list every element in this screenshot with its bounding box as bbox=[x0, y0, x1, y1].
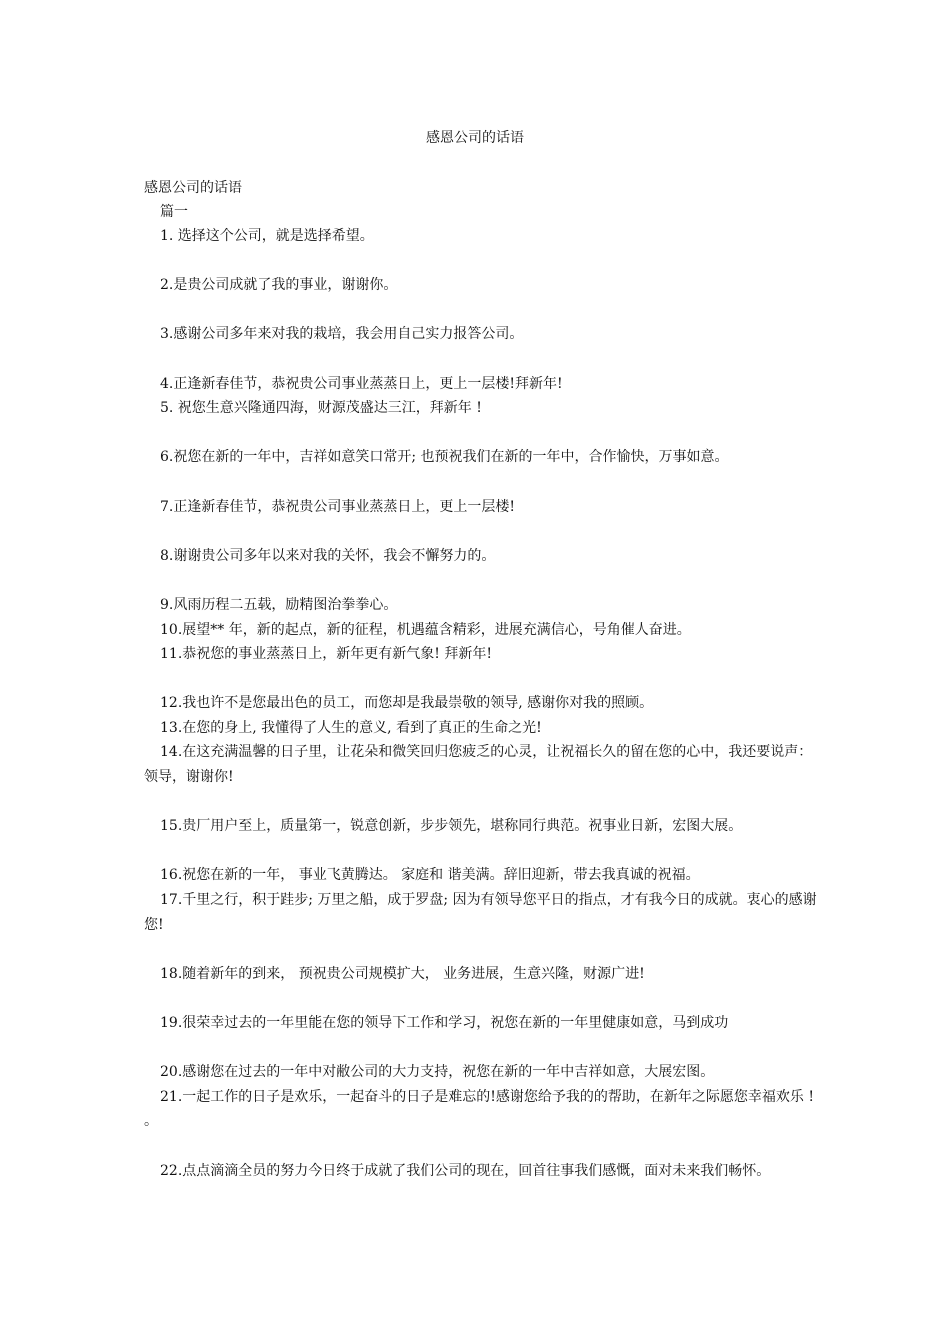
list-item: 22.点点滴滴全员的努力今日终于成就了我们公司的现在，回首往事我们感慨，面对未来我们畅怀。 bbox=[160, 1162, 771, 1179]
list-item: 17.千里之行，积于跬步; 万里之船，成于罗盘; 因为有领导您平日的指点，才有我今日的成就。衷心的感谢您! bbox=[144, 892, 817, 933]
list-item: 2.是贵公司成就了我的事业，谢谢你。 bbox=[160, 277, 398, 294]
body-heading: 感恩公司的话语 bbox=[144, 180, 242, 196]
list-item: 11.恭祝您的事业蒸蒸日上，新年更有新气象! 拜新年! bbox=[160, 646, 492, 663]
list-item: 10.展望** 年，新的起点，新的征程，机遇蕴含精彩，进展充满信心，号角催人奋进。 bbox=[160, 621, 691, 638]
list-item: 15.贵厂用户至上，质量第一，锐意创新，步步领先，堪称同行典范。祝事业日新，宏图大展。 bbox=[160, 818, 743, 835]
section-label: 篇一 bbox=[160, 204, 188, 220]
list-item: 20.感谢您在过去的一年中对敝公司的大力支持，祝您在新的一年中吉祥如意，大展宏图。 bbox=[160, 1064, 715, 1081]
list-item: 9.风雨历程二五载，励精图治拳拳心。 bbox=[160, 596, 398, 613]
list-item: 7.正逢新春佳节，恭祝贵公司事业蒸蒸日上，更上一层楼! bbox=[160, 498, 515, 515]
list-item: 6.祝您在新的一年中，吉祥如意笑口常开; 也预祝我们在新的一年中，合作愉快，万事如意。 bbox=[160, 449, 729, 466]
list-item: 16.祝您在新的一年， 事业飞黄腾达。 家庭和 谐美满。辞旧迎新，带去我真诚的祝福。 bbox=[160, 867, 700, 884]
list-item: 1. 选择这个公司，就是选择希望。 bbox=[160, 228, 374, 244]
list-item: 14.在这充满温馨的日子里，让花朵和微笑回归您疲乏的心灵，让祝福长久的留在您的心中，我还要说声：领导，谢谢你! bbox=[144, 744, 813, 786]
list-item: 5. 祝您生意兴隆通四海，财源茂盛达三江，拜新年 ! bbox=[160, 400, 482, 417]
list-item: 19.很荣幸过去的一年里能在您的领导下工作和学习，祝您在新的一年里健康如意，马到成功 bbox=[160, 1015, 729, 1031]
list-item: 3.感谢公司多年来对我的栽培，我会用自己实力报答公司。 bbox=[160, 326, 524, 343]
list-item: 4.正逢新春佳节，恭祝贵公司事业蒸蒸日上，更上一层楼!拜新年! bbox=[160, 375, 563, 392]
greeting-list bbox=[144, 224, 824, 1183]
list-item: 12.我也许不是您最出色的员工，而您却是我最崇敬的领导, 感谢你对我的照顾。 bbox=[160, 695, 654, 712]
list-item: 13.在您的身上, 我懂得了人生的意义, 看到了真正的生命之光! bbox=[160, 719, 542, 736]
document-body bbox=[144, 176, 824, 1183]
list-item: 8.谢谢贵公司多年以来对我的关怀，我会不懈努力的。 bbox=[160, 547, 496, 564]
list-item: 18.随着新年的到来， 预祝贵公司规模扩大， 业务进展，生意兴隆，财源广进! bbox=[160, 965, 645, 982]
list-item: 21.一起工作的日子是欢乐，一起奋斗的日子是难忘的!感谢您给予我的的帮助，在新年之际愿您幸福欢乐 ! 。 bbox=[144, 1088, 814, 1130]
document-title: 感恩公司的话语 bbox=[426, 130, 524, 146]
